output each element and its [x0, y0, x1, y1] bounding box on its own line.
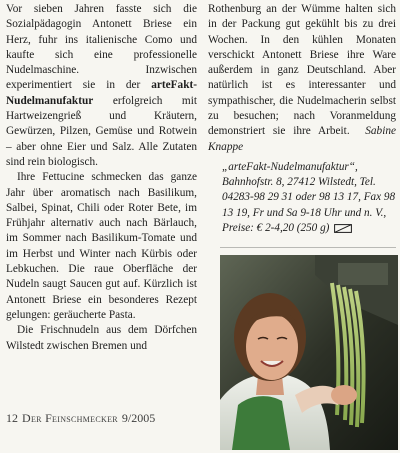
brand-name: arteFakt-Nudelmanufaktur [6, 79, 197, 107]
info-brand: „arteFakt-Nudelmanufaktur“, [222, 161, 358, 173]
article-photo [220, 255, 398, 450]
issue-number: 9/2005 [121, 411, 156, 425]
article-paragraph-4: Rothenburg an der Wümme halten sich in der Packung gut gekühlt bis zu drei Wochen. In den kühlen Monaten verschickt Antonett Briese ihre Ware außerdem in ganz Deutschland. Aber natürlich ist es interessanter und sympathischer, die Nudelmacherin selbst zu besuchen; nach Voranmeldung demonstriert sie ihre Arbeit. Sabine Knappe [208, 3, 396, 153]
contact-info-box [222, 160, 396, 236]
page-number: 12 [6, 411, 18, 425]
author-byline: Sabine Knappe [208, 125, 396, 153]
page-footer [6, 411, 159, 425]
magazine-name: Der Feinschmecker [22, 411, 118, 425]
article-paragraph-1: Vor sieben Jahren fasste sich die Sozialpädagogin Antonett Briese ein Herz, fuhr ins italienische Como und kaufte sich eine professionelle Nudelmaschine. Inzwischen experimentiert sie in der arteFakt-Nudelmanufaktur erfolgreich mit Hartweizengrieß und Kräutern, Gewürzen, Pilzen, Gemüse und Rotwein – aber ohne Eier und Salz. Alle Zutaten sind rein biologisch. [6, 3, 197, 168]
article-paragraph-2: Ihre Fettucine schmecken das ganze Jahr über aromatisch nach Basilikum, Salbei, Spinat, Chili oder Roter Bete, im Frühjahr alternativ auch nach Bärlauch, im Sommer nach Basilikum-Tomate und im Herbst und Winter nach Kürbis oder Lebkuchen. Die raue Oberfläche der Nudeln saugt Saucen gut auf. Kürzlich ist Antonett Briese ein besonderes Rezept gelungen: geräucherte Pasta. [6, 171, 197, 321]
article-column-right [208, 2, 396, 155]
article-column-left [6, 2, 197, 354]
divider-line [220, 247, 396, 248]
article-paragraph-3: Die Frischnudeln aus dem Dörfchen Wilstedt zwischen Bremen und [6, 324, 197, 352]
info-details: Bahnhofstr. 8, 27412 Wilstedt, Tel. 04283-98 29 31 oder 98 13 17, Fax 98 13 19, Fr und Sa 9-18 Uhr und n. V., Preise: € 2-4,20 (250 g) [222, 176, 396, 234]
price-tag-icon [334, 224, 352, 233]
